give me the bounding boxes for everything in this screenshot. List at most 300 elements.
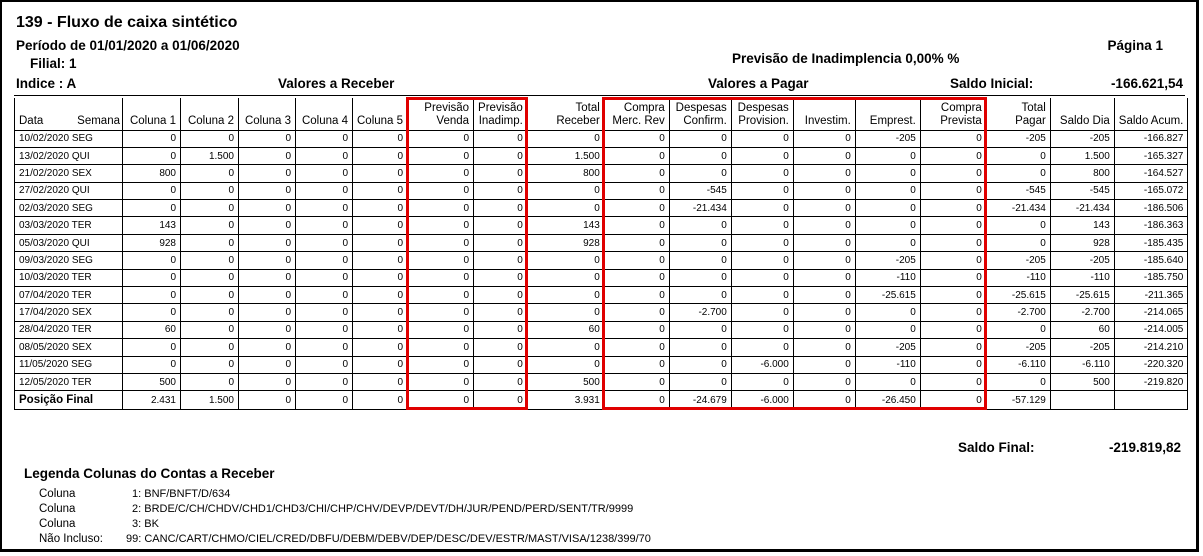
- column-header: [181, 98, 239, 130]
- value-cell: 0: [353, 130, 408, 147]
- table-row: [15, 130, 1188, 147]
- date-cell: 21/02/2020 SEX: [15, 165, 123, 182]
- previsao-inadimplencia: Previsão de Inadimplencia 0,00% %: [732, 51, 960, 66]
- value-cell: 0: [731, 234, 793, 251]
- column-header-line1: Previsão: [478, 101, 523, 114]
- value-cell: 0: [920, 147, 986, 164]
- value-cell: 0: [793, 234, 855, 251]
- saldo-inicial-label: Saldo Inicial:: [950, 76, 1034, 91]
- value-cell: 0: [793, 321, 855, 338]
- value-cell: 0: [239, 234, 296, 251]
- legend-item-value: 99: CANC/CART/CHMO/CIEL/CRED/DBFU/DEBM/DEBV/DEP/DESC/DEV/ESTR/MAST/VISA/1238/399/70: [126, 533, 651, 545]
- value-cell: 0: [296, 234, 353, 251]
- value-cell: 0: [527, 252, 604, 269]
- value-cell: 0: [604, 339, 669, 356]
- column-header-line2: Coluna 2: [187, 114, 234, 127]
- value-cell: 0: [296, 200, 353, 217]
- value-cell: 0: [239, 130, 296, 147]
- value-cell: 0: [604, 217, 669, 234]
- table-row: [15, 234, 1188, 251]
- value-cell: 1.500: [181, 147, 239, 164]
- column-header: [15, 98, 65, 130]
- value-cell: -2.700: [669, 304, 731, 321]
- value-cell: 0: [793, 373, 855, 390]
- column-header: [986, 98, 1050, 130]
- value-cell: 0: [353, 356, 408, 373]
- table-row: [15, 200, 1188, 217]
- value-cell: 0: [181, 321, 239, 338]
- value-cell: 0: [353, 373, 408, 390]
- column-header-line2: Merc. Rev: [612, 114, 665, 127]
- column-header: [855, 98, 920, 130]
- value-cell: 0: [986, 147, 1050, 164]
- table-row: [15, 182, 1188, 199]
- value-cell: 0: [474, 217, 528, 234]
- value-cell: 0: [239, 321, 296, 338]
- value-cell: 0: [181, 252, 239, 269]
- value-cell: 0: [353, 182, 408, 199]
- column-header: [474, 98, 528, 130]
- table-row: [15, 252, 1188, 269]
- table-row: [15, 287, 1188, 304]
- total-row-label: Posição Final: [15, 391, 123, 410]
- value-cell: 0: [474, 287, 528, 304]
- value-cell: 0: [669, 234, 731, 251]
- table-row: [15, 339, 1188, 356]
- value-cell: 0: [793, 356, 855, 373]
- value-cell: -211.365: [1114, 287, 1188, 304]
- date-cell: 27/02/2020 QUI: [15, 182, 123, 199]
- value-cell: 0: [474, 200, 528, 217]
- value-cell: 0: [731, 373, 793, 390]
- value-cell: 0: [855, 217, 920, 234]
- value-cell: -21.434: [986, 200, 1050, 217]
- value-cell: 0: [604, 182, 669, 199]
- total-cell: 1.500: [181, 391, 239, 410]
- value-cell: 0: [793, 304, 855, 321]
- value-cell: 0: [986, 217, 1050, 234]
- value-cell: 0: [408, 304, 474, 321]
- legend-item-label: Coluna: [39, 488, 76, 500]
- total-cell: 0: [296, 391, 353, 410]
- value-cell: 0: [793, 182, 855, 199]
- column-header: [793, 98, 855, 130]
- value-cell: 0: [353, 304, 408, 321]
- value-cell: 0: [408, 147, 474, 164]
- value-cell: 0: [731, 217, 793, 234]
- value-cell: 0: [793, 217, 855, 234]
- value-cell: 0: [731, 252, 793, 269]
- report-filial: Filial: 1: [30, 56, 77, 71]
- column-header-line2: Venda: [436, 114, 470, 127]
- value-cell: -186.506: [1114, 200, 1188, 217]
- value-cell: 0: [123, 252, 181, 269]
- value-cell: -205: [986, 339, 1050, 356]
- total-cell: -26.450: [855, 391, 920, 410]
- value-cell: 0: [793, 269, 855, 286]
- value-cell: 0: [920, 269, 986, 286]
- value-cell: 0: [181, 234, 239, 251]
- value-cell: 0: [239, 269, 296, 286]
- value-cell: -219.820: [1114, 373, 1188, 390]
- value-cell: 0: [408, 217, 474, 234]
- value-cell: 0: [669, 252, 731, 269]
- total-cell: -24.679: [669, 391, 731, 410]
- table-row: [15, 321, 1188, 338]
- value-cell: 0: [353, 147, 408, 164]
- value-cell: 0: [239, 304, 296, 321]
- value-cell: 0: [731, 182, 793, 199]
- value-cell: 0: [527, 304, 604, 321]
- value-cell: 0: [986, 234, 1050, 251]
- value-cell: 0: [920, 356, 986, 373]
- value-cell: 0: [239, 200, 296, 217]
- value-cell: 0: [527, 200, 604, 217]
- table-row: [15, 356, 1188, 373]
- value-cell: 0: [123, 287, 181, 304]
- value-cell: 143: [123, 217, 181, 234]
- value-cell: 0: [669, 130, 731, 147]
- column-header-line2: Provision.: [738, 114, 789, 127]
- value-cell: 0: [353, 339, 408, 356]
- table-row: [15, 147, 1188, 164]
- value-cell: 0: [296, 130, 353, 147]
- value-cell: 0: [669, 287, 731, 304]
- value-cell: 0: [474, 339, 528, 356]
- table-row: [15, 217, 1188, 234]
- value-cell: 0: [239, 356, 296, 373]
- column-header-line2: Confirm.: [683, 114, 727, 127]
- page-number: Página 1: [1107, 38, 1163, 53]
- value-cell: 0: [123, 147, 181, 164]
- value-cell: 0: [408, 373, 474, 390]
- value-cell: 0: [408, 321, 474, 338]
- value-cell: 0: [793, 339, 855, 356]
- value-cell: 928: [123, 234, 181, 251]
- column-header-line2: Coluna 4: [301, 114, 348, 127]
- value-cell: 0: [353, 287, 408, 304]
- value-cell: 0: [669, 321, 731, 338]
- table-header-row: [15, 98, 1188, 130]
- valores-receber-heading: Valores a Receber: [278, 76, 395, 91]
- value-cell: 143: [1050, 217, 1114, 234]
- value-cell: 0: [353, 165, 408, 182]
- legend-item-label: Coluna: [39, 503, 76, 515]
- date-cell: 11/05/2020 SEG: [15, 356, 123, 373]
- value-cell: 0: [408, 200, 474, 217]
- column-header: [408, 98, 474, 130]
- value-cell: 0: [474, 234, 528, 251]
- value-cell: 0: [793, 147, 855, 164]
- legend-item-label: Não Incluso:: [39, 533, 103, 545]
- column-header-line2: Pagar: [1015, 114, 1046, 127]
- value-cell: 1.500: [1050, 147, 1114, 164]
- value-cell: -214.005: [1114, 321, 1188, 338]
- value-cell: 0: [527, 130, 604, 147]
- value-cell: -165.327: [1114, 147, 1188, 164]
- value-cell: -185.750: [1114, 269, 1188, 286]
- value-cell: 0: [731, 165, 793, 182]
- value-cell: 0: [604, 287, 669, 304]
- value-cell: -205: [986, 130, 1050, 147]
- saldo-inicial-value: -166.621,54: [1110, 76, 1183, 91]
- value-cell: 0: [239, 147, 296, 164]
- total-cell: 2.431: [123, 391, 181, 410]
- value-cell: 0: [408, 287, 474, 304]
- value-cell: 928: [527, 234, 604, 251]
- column-header-line2: Semana: [77, 114, 120, 127]
- value-cell: -2.700: [1050, 304, 1114, 321]
- column-header-line2: Coluna 3: [244, 114, 291, 127]
- value-cell: 0: [296, 321, 353, 338]
- value-cell: 0: [731, 339, 793, 356]
- value-cell: 500: [527, 373, 604, 390]
- value-cell: 0: [296, 373, 353, 390]
- value-cell: 0: [731, 269, 793, 286]
- value-cell: 143: [527, 217, 604, 234]
- value-cell: -185.435: [1114, 234, 1188, 251]
- value-cell: 0: [920, 200, 986, 217]
- value-cell: 0: [604, 356, 669, 373]
- value-cell: 0: [408, 130, 474, 147]
- value-cell: -165.072: [1114, 182, 1188, 199]
- value-cell: 0: [181, 200, 239, 217]
- value-cell: 60: [527, 321, 604, 338]
- value-cell: 0: [181, 130, 239, 147]
- value-cell: 0: [353, 269, 408, 286]
- value-cell: -6.110: [986, 356, 1050, 373]
- table-row: [15, 269, 1188, 286]
- column-header-line1: Compra: [623, 101, 665, 114]
- date-cell: 12/05/2020 TER: [15, 373, 123, 390]
- value-cell: 0: [181, 339, 239, 356]
- value-cell: 0: [527, 287, 604, 304]
- column-header-line1: Despesas: [675, 101, 727, 114]
- value-cell: 500: [1050, 373, 1114, 390]
- date-cell: 10/03/2020 TER: [15, 269, 123, 286]
- value-cell: 0: [123, 182, 181, 199]
- column-header: [296, 98, 353, 130]
- value-cell: -205: [855, 339, 920, 356]
- value-cell: 0: [986, 373, 1050, 390]
- value-cell: 0: [408, 356, 474, 373]
- value-cell: 500: [123, 373, 181, 390]
- value-cell: 0: [669, 165, 731, 182]
- value-cell: 0: [353, 252, 408, 269]
- value-cell: 0: [731, 130, 793, 147]
- value-cell: 0: [353, 217, 408, 234]
- column-header-line1: Compra: [940, 101, 982, 114]
- total-cell: 0: [408, 391, 474, 410]
- column-header: [239, 98, 296, 130]
- value-cell: 0: [731, 200, 793, 217]
- value-cell: 0: [855, 182, 920, 199]
- value-cell: -214.210: [1114, 339, 1188, 356]
- value-cell: -205: [1050, 339, 1114, 356]
- legend-item-value: 3: BK: [132, 518, 159, 530]
- value-cell: 0: [855, 321, 920, 338]
- value-cell: 0: [239, 252, 296, 269]
- value-cell: 0: [474, 356, 528, 373]
- legend-item-value: 2: BRDE/C/CH/CHDV/CHD1/CHD3/CHI/CHP/CHV/DEVP/DEVT/DH/JUR/PEND/PERD/SENT/TR/9999: [132, 503, 634, 515]
- value-cell: 0: [408, 182, 474, 199]
- total-cell: 0: [353, 391, 408, 410]
- total-cell: 0: [604, 391, 669, 410]
- value-cell: 0: [181, 182, 239, 199]
- value-cell: 0: [669, 356, 731, 373]
- value-cell: 0: [123, 304, 181, 321]
- value-cell: -545: [669, 182, 731, 199]
- value-cell: 0: [239, 165, 296, 182]
- value-cell: 0: [604, 373, 669, 390]
- value-cell: 0: [353, 234, 408, 251]
- date-cell: 10/02/2020 SEG: [15, 130, 123, 147]
- value-cell: 0: [920, 182, 986, 199]
- column-header-line2: Data: [19, 114, 44, 127]
- value-cell: 0: [920, 304, 986, 321]
- value-cell: 0: [604, 304, 669, 321]
- value-cell: 0: [296, 339, 353, 356]
- column-header-line2: Receber: [556, 114, 600, 127]
- value-cell: 0: [239, 373, 296, 390]
- value-cell: 0: [123, 130, 181, 147]
- value-cell: 0: [296, 217, 353, 234]
- value-cell: 0: [855, 200, 920, 217]
- value-cell: 800: [527, 165, 604, 182]
- saldo-final-label: Saldo Final:: [958, 440, 1035, 455]
- value-cell: 0: [181, 217, 239, 234]
- value-cell: 0: [920, 252, 986, 269]
- value-cell: 0: [239, 287, 296, 304]
- saldo-final-value: -219.819,82: [1108, 440, 1181, 455]
- total-cell: 3.931: [527, 391, 604, 410]
- value-cell: 0: [181, 304, 239, 321]
- value-cell: 0: [408, 165, 474, 182]
- value-cell: 0: [604, 234, 669, 251]
- report-period: Período de 01/01/2020 a 01/06/2020: [16, 38, 240, 53]
- value-cell: 800: [1050, 165, 1114, 182]
- date-cell: 28/04/2020 TER: [15, 321, 123, 338]
- column-header-line2: Investim.: [804, 114, 851, 127]
- report-title: 139 - Fluxo de caixa sintético: [16, 14, 238, 31]
- value-cell: 0: [296, 304, 353, 321]
- value-cell: 0: [669, 147, 731, 164]
- total-cell: 0: [474, 391, 528, 410]
- valores-pagar-heading: Valores a Pagar: [708, 76, 809, 91]
- value-cell: -205: [1050, 252, 1114, 269]
- column-header-line2: Saldo Dia: [1059, 114, 1110, 127]
- value-cell: 0: [986, 165, 1050, 182]
- date-cell: 07/04/2020 TER: [15, 287, 123, 304]
- legend-item-value: 1: BNF/BNFT/D/634: [132, 488, 231, 500]
- value-cell: 0: [408, 234, 474, 251]
- value-cell: -186.363: [1114, 217, 1188, 234]
- value-cell: 0: [855, 234, 920, 251]
- column-header-line2: Emprest.: [869, 114, 916, 127]
- value-cell: 0: [296, 287, 353, 304]
- value-cell: -545: [1050, 182, 1114, 199]
- value-cell: 0: [527, 356, 604, 373]
- value-cell: -6.110: [1050, 356, 1114, 373]
- date-cell: 02/03/2020 SEG: [15, 200, 123, 217]
- date-cell: 08/05/2020 SEX: [15, 339, 123, 356]
- value-cell: 0: [920, 287, 986, 304]
- date-cell: 17/04/2020 SEX: [15, 304, 123, 321]
- total-cell: 0: [793, 391, 855, 410]
- value-cell: -205: [855, 130, 920, 147]
- table-row: [15, 373, 1188, 390]
- column-header: [604, 98, 669, 130]
- column-header: [1114, 98, 1188, 130]
- column-header-line2: Prevista: [940, 114, 982, 127]
- cash-flow-table: [14, 98, 1188, 410]
- value-cell: -110: [855, 269, 920, 286]
- value-cell: -21.434: [669, 200, 731, 217]
- value-cell: 0: [669, 269, 731, 286]
- value-cell: 0: [296, 356, 353, 373]
- value-cell: 60: [123, 321, 181, 338]
- value-cell: 0: [239, 182, 296, 199]
- value-cell: 0: [296, 269, 353, 286]
- value-cell: -220.320: [1114, 356, 1188, 373]
- value-cell: 0: [123, 269, 181, 286]
- value-cell: -164.527: [1114, 165, 1188, 182]
- column-header-line2: Coluna 1: [129, 114, 176, 127]
- header-divider: [14, 95, 1185, 96]
- value-cell: 0: [920, 339, 986, 356]
- value-cell: 0: [793, 287, 855, 304]
- value-cell: 0: [604, 321, 669, 338]
- value-cell: 0: [296, 252, 353, 269]
- value-cell: 1.500: [527, 147, 604, 164]
- value-cell: -205: [855, 252, 920, 269]
- value-cell: -2.700: [986, 304, 1050, 321]
- value-cell: 0: [920, 217, 986, 234]
- value-cell: 0: [123, 339, 181, 356]
- value-cell: 0: [353, 321, 408, 338]
- value-cell: 0: [474, 165, 528, 182]
- value-cell: 0: [527, 182, 604, 199]
- column-header-line1: Total: [1021, 101, 1046, 114]
- column-header: [669, 98, 731, 130]
- value-cell: 0: [920, 234, 986, 251]
- value-cell: -25.615: [986, 287, 1050, 304]
- date-cell: 03/03/2020 TER: [15, 217, 123, 234]
- date-cell: 13/02/2020 QUI: [15, 147, 123, 164]
- value-cell: 0: [181, 287, 239, 304]
- value-cell: -25.615: [1050, 287, 1114, 304]
- value-cell: 0: [793, 130, 855, 147]
- value-cell: 0: [731, 321, 793, 338]
- value-cell: 0: [123, 200, 181, 217]
- value-cell: 0: [123, 356, 181, 373]
- value-cell: -205: [1050, 130, 1114, 147]
- legend-title: Legenda Colunas do Contas a Receber: [24, 466, 275, 481]
- total-cell: [1114, 391, 1188, 410]
- value-cell: 0: [920, 373, 986, 390]
- value-cell: 0: [527, 269, 604, 286]
- column-header: [920, 98, 986, 130]
- column-header: [1050, 98, 1114, 130]
- column-header-line2: Inadimp.: [478, 114, 523, 127]
- value-cell: 0: [296, 182, 353, 199]
- value-cell: -110: [855, 356, 920, 373]
- value-cell: 0: [296, 147, 353, 164]
- value-cell: 0: [527, 339, 604, 356]
- value-cell: 0: [986, 321, 1050, 338]
- value-cell: 0: [181, 269, 239, 286]
- value-cell: 0: [669, 373, 731, 390]
